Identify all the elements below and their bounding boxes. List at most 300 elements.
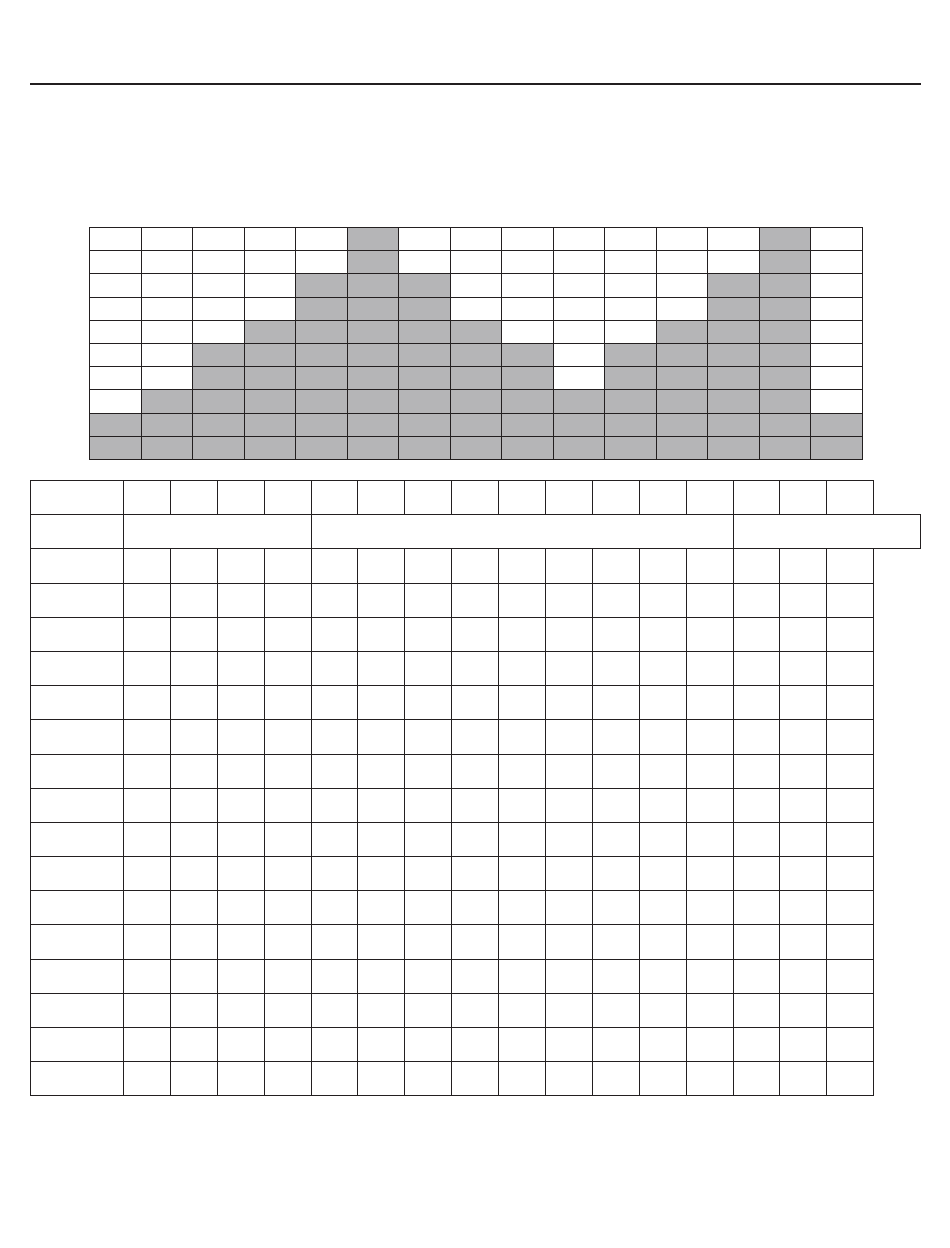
entry-cell[interactable] [546, 959, 593, 993]
entry-cell[interactable] [452, 549, 499, 583]
entry-cell[interactable] [733, 891, 780, 925]
entry-cell[interactable] [170, 549, 217, 583]
entry-cell[interactable] [124, 583, 171, 617]
entry-cell[interactable] [124, 993, 171, 1027]
entry-cell[interactable] [827, 583, 874, 617]
entry-cell[interactable] [264, 822, 311, 856]
entry-cell[interactable] [733, 959, 780, 993]
entry-cell[interactable] [639, 822, 686, 856]
entry-cell[interactable] [311, 857, 358, 891]
entry-cell[interactable] [217, 720, 264, 754]
entry-cell[interactable] [733, 481, 780, 515]
entry-cell[interactable] [452, 1062, 499, 1096]
entry-cell[interactable] [405, 925, 452, 959]
entry-cell[interactable] [358, 617, 405, 651]
entry-cell[interactable] [358, 754, 405, 788]
entry-cell[interactable] [264, 754, 311, 788]
entry-cell[interactable] [124, 651, 171, 685]
entry-cell[interactable] [124, 686, 171, 720]
entry-cell[interactable] [733, 583, 780, 617]
entry-cell[interactable] [499, 1028, 546, 1062]
entry-cell[interactable] [405, 788, 452, 822]
entry-cell[interactable] [358, 959, 405, 993]
entry-cell[interactable] [311, 822, 358, 856]
entry-cell[interactable] [546, 720, 593, 754]
entry-cell[interactable] [639, 651, 686, 685]
entry-cell[interactable] [217, 857, 264, 891]
entry-cell[interactable] [592, 617, 639, 651]
row-label-cell[interactable] [31, 993, 124, 1027]
entry-cell[interactable] [358, 788, 405, 822]
entry-cell[interactable] [733, 651, 780, 685]
entry-cell[interactable] [499, 481, 546, 515]
entry-cell[interactable] [405, 959, 452, 993]
entry-cell[interactable] [639, 549, 686, 583]
entry-cell[interactable] [686, 822, 733, 856]
entry-cell[interactable] [592, 1062, 639, 1096]
entry-cell[interactable] [592, 925, 639, 959]
entry-cell[interactable] [686, 720, 733, 754]
entry-cell[interactable] [358, 822, 405, 856]
entry-cell[interactable] [311, 481, 358, 515]
entry-cell[interactable] [686, 754, 733, 788]
row-label-cell[interactable] [31, 857, 124, 891]
entry-cell[interactable] [546, 1028, 593, 1062]
entry-cell[interactable] [170, 1028, 217, 1062]
entry-cell[interactable] [686, 1062, 733, 1096]
entry-cell[interactable] [592, 1028, 639, 1062]
entry-cell[interactable] [452, 993, 499, 1027]
entry-cell[interactable] [546, 686, 593, 720]
entry-cell[interactable] [686, 549, 733, 583]
entry-cell[interactable] [592, 891, 639, 925]
entry-cell[interactable] [358, 549, 405, 583]
entry-cell[interactable] [639, 959, 686, 993]
entry-cell[interactable] [546, 993, 593, 1027]
entry-cell[interactable] [452, 788, 499, 822]
entry-cell[interactable] [170, 857, 217, 891]
entry-cell[interactable] [405, 1062, 452, 1096]
entry-cell[interactable] [217, 1062, 264, 1096]
entry-cell[interactable] [405, 720, 452, 754]
entry-cell[interactable] [639, 891, 686, 925]
entry-cell[interactable] [405, 549, 452, 583]
entry-cell[interactable] [170, 959, 217, 993]
entry-cell[interactable] [311, 583, 358, 617]
entry-cell[interactable] [124, 617, 171, 651]
entry-cell[interactable] [170, 925, 217, 959]
entry-cell[interactable] [405, 1028, 452, 1062]
entry-cell[interactable] [546, 857, 593, 891]
entry-cell[interactable] [311, 686, 358, 720]
entry-cell[interactable] [499, 993, 546, 1027]
entry-cell[interactable] [827, 959, 874, 993]
entry-cell[interactable] [358, 891, 405, 925]
entry-cell[interactable] [546, 549, 593, 583]
entry-cell[interactable] [405, 891, 452, 925]
row-label-cell[interactable] [31, 686, 124, 720]
entry-cell[interactable] [780, 1028, 827, 1062]
entry-cell[interactable] [264, 617, 311, 651]
row-label-cell[interactable] [31, 481, 124, 515]
entry-cell[interactable] [217, 754, 264, 788]
entry-cell[interactable] [405, 857, 452, 891]
entry-cell[interactable] [780, 788, 827, 822]
row-label-cell[interactable] [31, 515, 124, 549]
entry-cell[interactable] [686, 857, 733, 891]
entry-cell[interactable] [733, 720, 780, 754]
entry-cell[interactable] [405, 686, 452, 720]
shaded-cell [708, 274, 760, 297]
entry-cell[interactable] [358, 720, 405, 754]
entry-cell[interactable] [124, 925, 171, 959]
entry-cell[interactable] [733, 925, 780, 959]
entry-cell[interactable] [264, 1028, 311, 1062]
group-header-cell[interactable] [124, 515, 312, 549]
entry-cell[interactable] [452, 720, 499, 754]
entry-cell[interactable] [499, 891, 546, 925]
entry-cell[interactable] [827, 617, 874, 651]
entry-cell[interactable] [311, 720, 358, 754]
entry-cell[interactable] [592, 959, 639, 993]
entry-cell[interactable] [311, 1062, 358, 1096]
entry-cell[interactable] [405, 481, 452, 515]
entry-cell[interactable] [311, 993, 358, 1027]
entry-cell[interactable] [217, 481, 264, 515]
row-label-cell[interactable] [31, 1062, 124, 1096]
entry-cell[interactable] [733, 822, 780, 856]
entry-cell[interactable] [499, 788, 546, 822]
entry-cell[interactable] [311, 754, 358, 788]
entry-cell[interactable] [358, 481, 405, 515]
entry-cell[interactable] [124, 1028, 171, 1062]
entry-cell[interactable] [733, 686, 780, 720]
entry-cell[interactable] [311, 1028, 358, 1062]
entry-cell[interactable] [499, 822, 546, 856]
entry-cell[interactable] [170, 1062, 217, 1096]
entry-cell[interactable] [592, 822, 639, 856]
entry-cell[interactable] [592, 857, 639, 891]
entry-cell[interactable] [827, 857, 874, 891]
entry-cell[interactable] [639, 1062, 686, 1096]
entry-cell[interactable] [311, 651, 358, 685]
entry-cell[interactable] [592, 754, 639, 788]
entry-cell[interactable] [124, 720, 171, 754]
entry-cell[interactable] [452, 925, 499, 959]
entry-cell[interactable] [686, 993, 733, 1027]
entry-cell[interactable] [170, 788, 217, 822]
row-label-cell[interactable] [31, 754, 124, 788]
entry-cell[interactable] [827, 754, 874, 788]
entry-cell[interactable] [124, 549, 171, 583]
entry-cell[interactable] [217, 583, 264, 617]
row-label-cell[interactable] [31, 617, 124, 651]
entry-cell[interactable] [546, 754, 593, 788]
entry-cell[interactable] [170, 686, 217, 720]
entry-cell[interactable] [405, 651, 452, 685]
entry-cell[interactable] [639, 481, 686, 515]
entry-cell[interactable] [217, 549, 264, 583]
entry-cell[interactable] [311, 959, 358, 993]
row-label-cell[interactable] [31, 891, 124, 925]
entry-cell[interactable] [358, 857, 405, 891]
entry-cell[interactable] [217, 651, 264, 685]
entry-cell[interactable] [639, 720, 686, 754]
entry-cell[interactable] [639, 857, 686, 891]
entry-cell[interactable] [827, 788, 874, 822]
entry-cell[interactable] [499, 754, 546, 788]
row-label-cell[interactable] [31, 720, 124, 754]
entry-cell[interactable] [264, 481, 311, 515]
entry-cell[interactable] [686, 925, 733, 959]
table-row [31, 720, 921, 754]
entry-cell[interactable] [592, 993, 639, 1027]
entry-cell[interactable] [170, 651, 217, 685]
entry-cell[interactable] [452, 686, 499, 720]
entry-cell[interactable] [639, 1028, 686, 1062]
entry-cell[interactable] [405, 583, 452, 617]
row-label-cell[interactable] [31, 822, 124, 856]
entry-cell[interactable] [452, 651, 499, 685]
entry-cell[interactable] [499, 686, 546, 720]
entry-cell[interactable] [639, 617, 686, 651]
row-label-cell[interactable] [31, 788, 124, 822]
group-header-cell[interactable] [733, 515, 920, 549]
entry-cell[interactable] [452, 822, 499, 856]
entry-cell[interactable] [452, 1028, 499, 1062]
entry-cell[interactable] [499, 720, 546, 754]
entry-cell[interactable] [358, 1062, 405, 1096]
entry-cell[interactable] [592, 651, 639, 685]
entry-cell[interactable] [499, 1062, 546, 1096]
entry-cell[interactable] [546, 925, 593, 959]
entry-cell[interactable] [827, 651, 874, 685]
entry-cell[interactable] [546, 617, 593, 651]
entry-cell[interactable] [592, 481, 639, 515]
entry-cell[interactable] [124, 754, 171, 788]
entry-cell[interactable] [686, 788, 733, 822]
entry-cell[interactable] [124, 788, 171, 822]
entry-cell[interactable] [780, 822, 827, 856]
entry-cell[interactable] [124, 822, 171, 856]
entry-cell[interactable] [780, 993, 827, 1027]
entry-cell[interactable] [639, 925, 686, 959]
entry-cell[interactable] [686, 617, 733, 651]
entry-cell[interactable] [780, 617, 827, 651]
entry-cell[interactable] [405, 993, 452, 1027]
entry-cell[interactable] [686, 959, 733, 993]
entry-cell[interactable] [264, 993, 311, 1027]
entry-cell[interactable] [264, 891, 311, 925]
entry-cell[interactable] [827, 720, 874, 754]
entry-cell[interactable] [358, 993, 405, 1027]
entry-cell[interactable] [827, 1028, 874, 1062]
entry-cell[interactable] [124, 891, 171, 925]
entry-cell[interactable] [124, 959, 171, 993]
entry-cell[interactable] [592, 549, 639, 583]
entry-cell[interactable] [358, 686, 405, 720]
entry-cell[interactable] [780, 959, 827, 993]
entry-cell[interactable] [170, 891, 217, 925]
entry-cell[interactable] [733, 1062, 780, 1096]
entry-cell[interactable] [780, 891, 827, 925]
entry-cell[interactable] [217, 891, 264, 925]
entry-cell[interactable] [217, 1028, 264, 1062]
entry-cell[interactable] [405, 617, 452, 651]
entry-cell[interactable] [217, 686, 264, 720]
entry-cell[interactable] [733, 857, 780, 891]
entry-cell[interactable] [780, 481, 827, 515]
entry-cell[interactable] [780, 549, 827, 583]
entry-cell[interactable] [452, 583, 499, 617]
entry-cell[interactable] [264, 925, 311, 959]
row-label-cell[interactable] [31, 583, 124, 617]
entry-cell[interactable] [592, 720, 639, 754]
entry-cell[interactable] [264, 651, 311, 685]
entry-cell[interactable] [827, 686, 874, 720]
entry-cell[interactable] [311, 617, 358, 651]
entry-cell[interactable] [546, 651, 593, 685]
entry-cell[interactable] [546, 481, 593, 515]
entry-cell[interactable] [499, 925, 546, 959]
entry-cell[interactable] [733, 788, 780, 822]
row-label-cell[interactable] [31, 925, 124, 959]
entry-cell[interactable] [733, 549, 780, 583]
entry-cell[interactable] [452, 891, 499, 925]
shade-grid-row [90, 228, 863, 251]
entry-cell[interactable] [780, 720, 827, 754]
entry-cell[interactable] [452, 959, 499, 993]
entry-cell[interactable] [546, 891, 593, 925]
entry-cell[interactable] [686, 481, 733, 515]
entry-cell[interactable] [733, 754, 780, 788]
entry-cell[interactable] [499, 857, 546, 891]
entry-cell[interactable] [686, 686, 733, 720]
entry-cell[interactable] [452, 857, 499, 891]
entry-cell[interactable] [827, 481, 874, 515]
entry-cell[interactable] [358, 583, 405, 617]
entry-cell[interactable] [827, 1062, 874, 1096]
entry-cell[interactable] [499, 583, 546, 617]
entry-cell[interactable] [217, 925, 264, 959]
entry-cell[interactable] [358, 925, 405, 959]
group-header-cell[interactable] [311, 515, 733, 549]
entry-cell[interactable] [499, 959, 546, 993]
entry-cell[interactable] [780, 583, 827, 617]
entry-cell[interactable] [170, 583, 217, 617]
entry-cell[interactable] [452, 754, 499, 788]
entry-cell[interactable] [170, 822, 217, 856]
entry-cell[interactable] [827, 925, 874, 959]
entry-cell[interactable] [405, 754, 452, 788]
row-label-cell[interactable] [31, 651, 124, 685]
entry-cell[interactable] [780, 1062, 827, 1096]
entry-cell[interactable] [827, 993, 874, 1027]
entry-cell[interactable] [264, 583, 311, 617]
entry-cell[interactable] [264, 1062, 311, 1096]
entry-cell[interactable] [780, 686, 827, 720]
entry-cell[interactable] [827, 549, 874, 583]
entry-cell[interactable] [592, 583, 639, 617]
entry-cell[interactable] [170, 481, 217, 515]
entry-cell[interactable] [124, 1062, 171, 1096]
entry-cell[interactable] [592, 686, 639, 720]
entry-cell[interactable] [686, 1028, 733, 1062]
entry-cell[interactable] [358, 1028, 405, 1062]
entry-cell[interactable] [217, 993, 264, 1027]
entry-cell[interactable] [311, 788, 358, 822]
entry-cell[interactable] [686, 651, 733, 685]
entry-cell[interactable] [170, 617, 217, 651]
entry-cell[interactable] [780, 754, 827, 788]
entry-cell[interactable] [499, 549, 546, 583]
entry-cell[interactable] [217, 959, 264, 993]
entry-cell[interactable] [780, 857, 827, 891]
entry-cell[interactable] [592, 788, 639, 822]
empty-cell [450, 297, 502, 320]
entry-cell[interactable] [124, 481, 171, 515]
entry-cell[interactable] [170, 720, 217, 754]
entry-cell[interactable] [217, 617, 264, 651]
entry-cell[interactable] [170, 993, 217, 1027]
entry-cell[interactable] [452, 481, 499, 515]
entry-cell[interactable] [639, 788, 686, 822]
entry-cell[interactable] [452, 617, 499, 651]
entry-cell[interactable] [639, 686, 686, 720]
entry-cell[interactable] [639, 754, 686, 788]
entry-cell[interactable] [264, 788, 311, 822]
entry-cell[interactable] [311, 549, 358, 583]
entry-cell[interactable] [217, 822, 264, 856]
entry-cell[interactable] [311, 925, 358, 959]
entry-cell[interactable] [639, 993, 686, 1027]
entry-cell[interactable] [546, 822, 593, 856]
entry-cell[interactable] [311, 891, 358, 925]
entry-cell[interactable] [639, 583, 686, 617]
row-label-cell[interactable] [31, 1028, 124, 1062]
entry-cell[interactable] [827, 822, 874, 856]
shaded-cell [605, 390, 657, 413]
entry-cell[interactable] [499, 651, 546, 685]
entry-cell[interactable] [546, 1062, 593, 1096]
entry-cell[interactable] [264, 686, 311, 720]
entry-cell[interactable] [686, 891, 733, 925]
entry-cell[interactable] [358, 651, 405, 685]
entry-cell[interactable] [733, 617, 780, 651]
table-row [31, 651, 921, 685]
entry-cell[interactable] [217, 788, 264, 822]
entry-cell[interactable] [546, 788, 593, 822]
entry-cell[interactable] [264, 959, 311, 993]
entry-cell[interactable] [499, 617, 546, 651]
shade-grid-row [90, 413, 863, 436]
entry-cell[interactable] [827, 891, 874, 925]
entry-cell[interactable] [686, 583, 733, 617]
entry-cell[interactable] [264, 720, 311, 754]
entry-cell[interactable] [264, 549, 311, 583]
entry-cell[interactable] [264, 857, 311, 891]
row-label-cell[interactable] [31, 959, 124, 993]
entry-cell[interactable] [733, 1028, 780, 1062]
entry-cell[interactable] [546, 583, 593, 617]
entry-cell[interactable] [405, 822, 452, 856]
entry-cell[interactable] [733, 993, 780, 1027]
entry-cell[interactable] [170, 754, 217, 788]
entry-cell[interactable] [124, 857, 171, 891]
row-label-cell[interactable] [31, 549, 124, 583]
entry-cell[interactable] [780, 651, 827, 685]
entry-cell[interactable] [780, 925, 827, 959]
